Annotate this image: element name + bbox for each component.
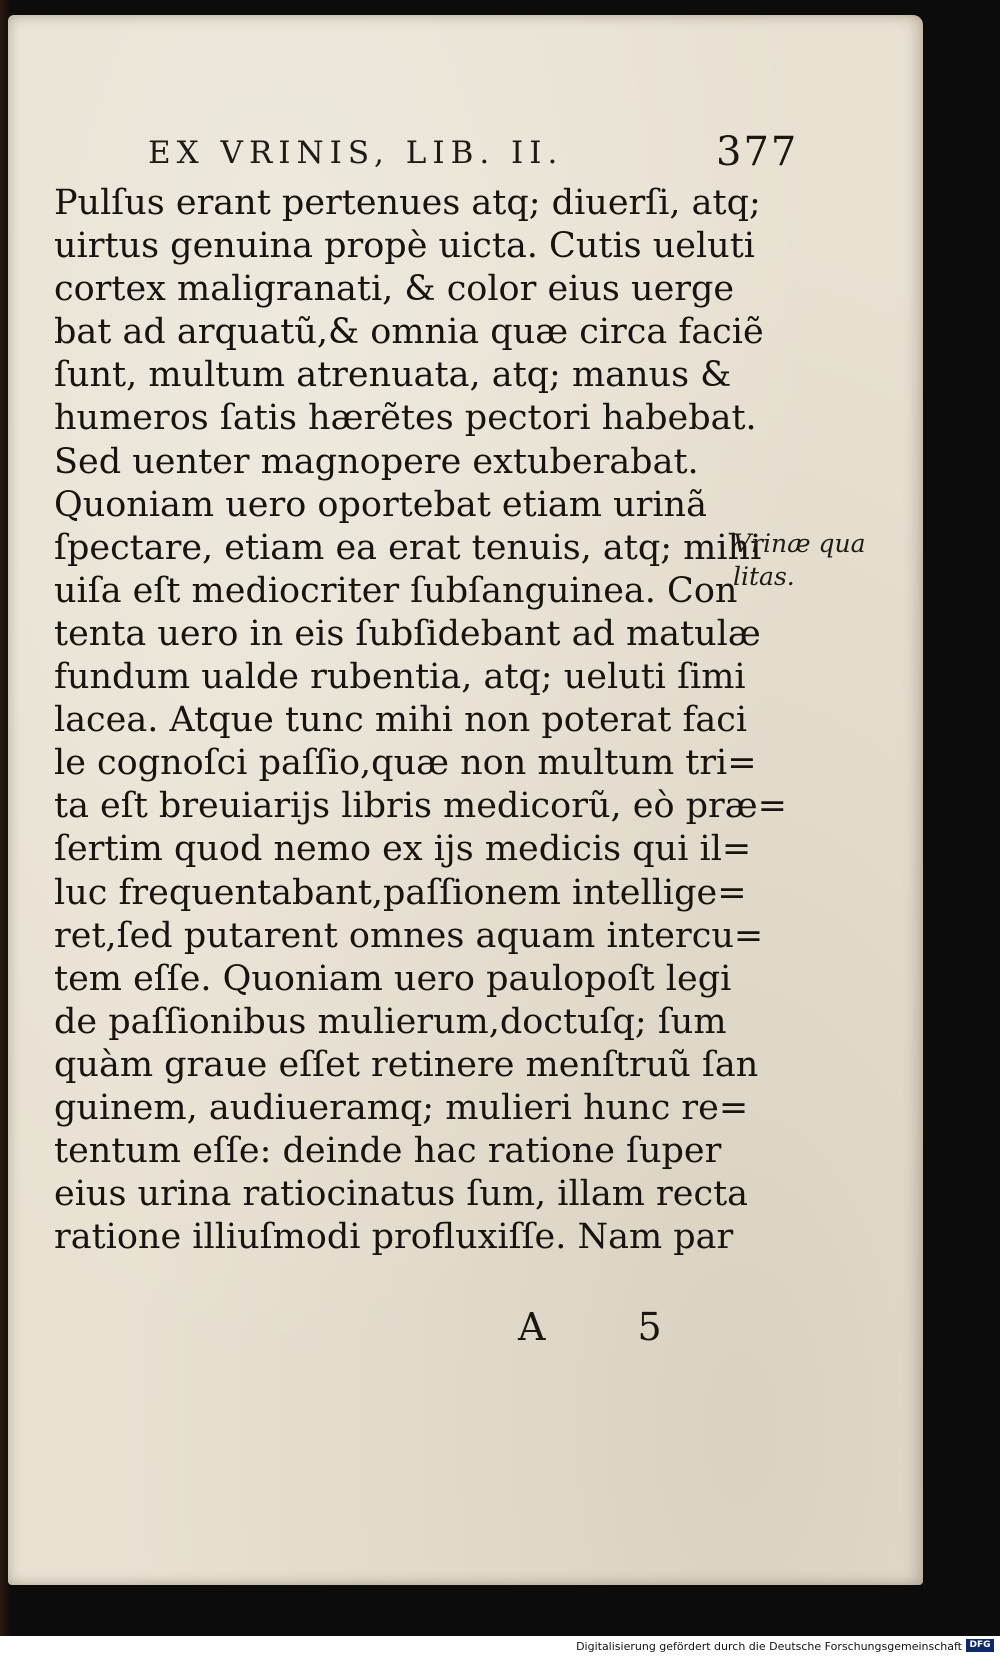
text-line: eius urina ratiocinatus ſum, illam recta [54, 1174, 749, 1215]
text-line: guinem, audiueramq; mulieri hunc re= [54, 1087, 749, 1128]
text-line: uiſa eſt mediocriter ſubſanguinea. Con [54, 570, 738, 611]
text-line: ta eſt breuiarijs libris medicorũ, eò præ= [54, 786, 788, 827]
text-line: lacea. Atque tunc mihi non poterat faci [54, 700, 748, 741]
text-line: tem eſſe. Quoniam uero paulopoſt legi [54, 958, 732, 999]
text-line: de paſſionibus mulierum,doctuſq; ſum [54, 1001, 727, 1042]
text-line: bat ad arquatũ,& omnia quæ circa faciẽ [54, 312, 764, 353]
text-line: ratione illiuſmodi profluxiſſe. Nam par [54, 1217, 734, 1258]
signature-mark: A 5 [518, 1305, 702, 1349]
page-header [148, 129, 808, 175]
text-line: ſpectare, etiam ea erat tenuis, atq; mihi [54, 527, 762, 568]
text-line: Pulſus erant pertenues atq; diuerſi, atq; [54, 183, 761, 223]
text-line: fundum ualde rubentia, atq; ueluti ſimi [54, 657, 746, 698]
text-line: tentum eſſe: deinde hac ratione ſuper [54, 1131, 722, 1172]
book-page [8, 15, 923, 1585]
text-line: cortex maligranati, & color eius uerge [54, 269, 735, 310]
text-line: tenta uero in eis ſubſidebant ad matulæ [54, 613, 761, 654]
marginal-note [733, 527, 883, 593]
text-line: ſunt, multum atrenuata, atq; manus & [54, 355, 732, 396]
text-line: uirtus genuina propè uicta. Cutis ueluti [54, 226, 755, 267]
text-line: ſertim quod nemo ex ijs medicis qui il= [54, 829, 752, 870]
page-number: 377 [716, 129, 799, 175]
dfg-logo: DFG [966, 1639, 994, 1652]
text-line: luc frequentabant,paſſionem intellige= [54, 872, 747, 913]
text-line: Quoniam uero oportebat etiam urinã [54, 484, 707, 525]
text-line: le cognoſci paſſio,quæ non multum tri= [54, 743, 757, 784]
running-head: EX VRINIS, LIB. II. [148, 135, 564, 171]
text-line: Sed uenter magnopere extuberabat. [54, 441, 699, 482]
text-line: quàm graue eſſet retinere menſtruũ ſan [54, 1044, 759, 1085]
marginal-note-line: litas. [733, 562, 795, 591]
text-line: ret,ſed putarent omnes aquam intercu= [54, 915, 764, 956]
marginal-note-line: Vrinæ qua [733, 529, 866, 558]
funding-credit: Digitalisierung gefördert durch die Deutsche Forschungsgemeinschaft [576, 1640, 962, 1653]
text-line: humeros ſatis hærẽtes pectori habebat. [54, 398, 757, 439]
